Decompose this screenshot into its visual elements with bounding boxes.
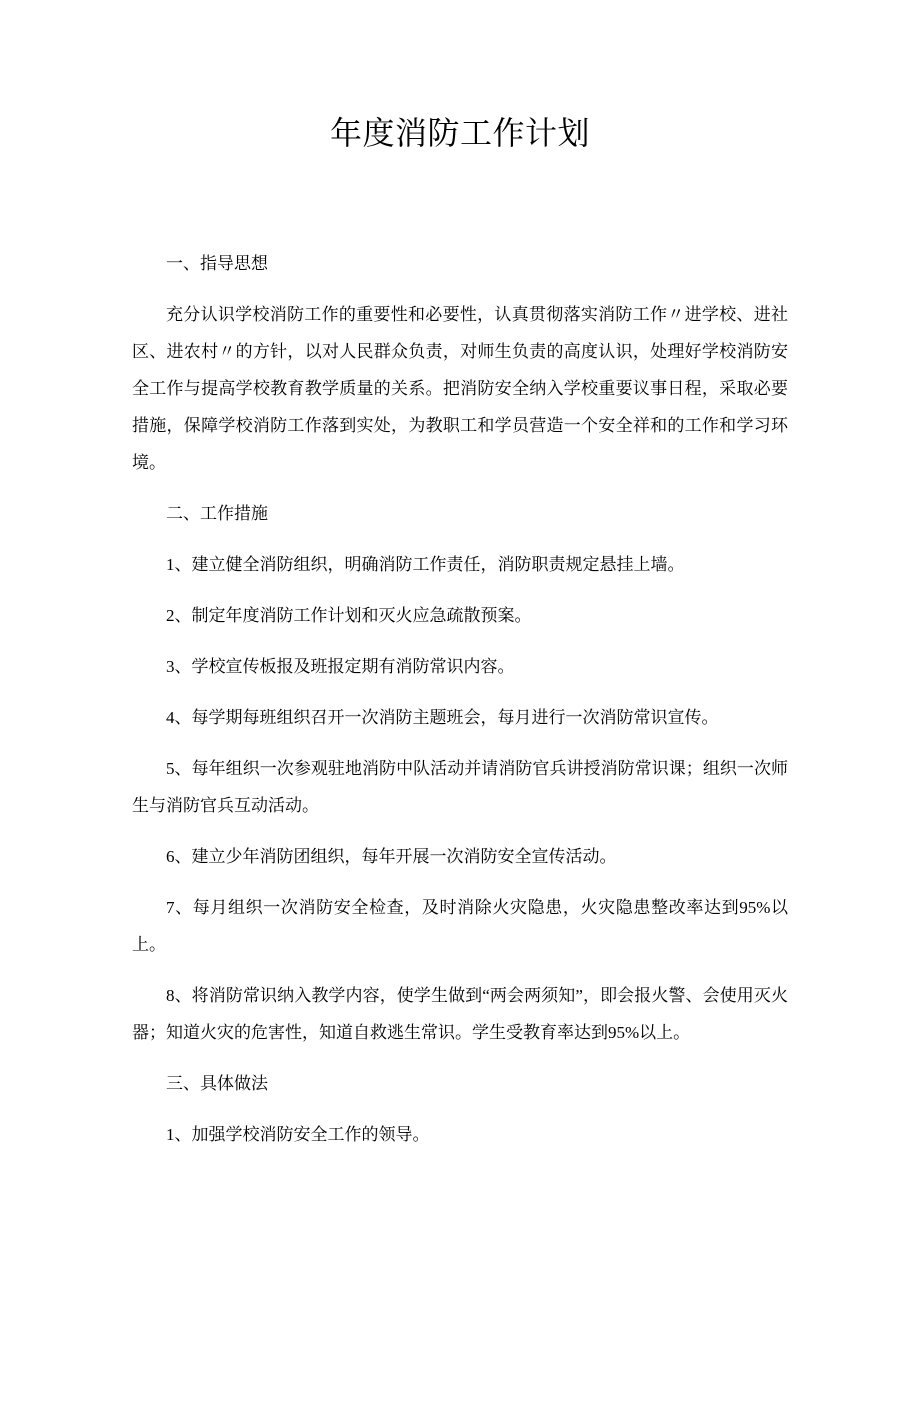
paragraph: 5、每年组织一次参观驻地消防中队活动并请消防官兵讲授消防常识课；组织一次师生与消防官兵互动活动。: [132, 759, 788, 815]
paragraph: 1、加强学校消防安全工作的领导。: [166, 1125, 430, 1144]
paragraph: 1、建立健全消防组织，明确消防工作责任，消防职责规定悬挂上墙。: [166, 555, 685, 574]
paragraph: 7、每月组织一次消防安全检查，及时消除火灾隐患，火灾隐患整改率达到95%以上。: [132, 898, 788, 954]
document-body: [132, 245, 788, 1153]
paragraph: 一、指导思想: [166, 254, 268, 273]
document-title: 年度消防工作计划: [329, 115, 590, 151]
paragraph: 充分认识学校消防工作的重要性和必要性，认真贯彻落实消防工作〃进学校、进社区、进农村〃的方针，以对人民群众负责，对师生负责的高度认识，处理好学校消防安全工作与提高学校教育教学质量的关系。把消防安全纳入学校重要议事日程，采取必要措施，保障学校消防工作落到实处，为教职工和学员营造一个安全祥和的工作和学习环境。: [132, 305, 788, 472]
paragraph: 3、学校宣传板报及班报定期有消防常识内容。: [166, 657, 515, 676]
document-page: [0, 112, 920, 1413]
paragraph: 8、将消防常识纳入教学内容，使学生做到“两会两须知”，即会报火警、会使用灭火器；知道火灾的危害性，知道自救逃生常识。学生受教育率达到95%以上。: [132, 986, 788, 1042]
paragraph: 三、具体做法: [166, 1074, 268, 1093]
paragraph: 2、制定年度消防工作计划和灭火应急疏散预案。: [166, 606, 532, 625]
paragraph: 二、工作措施: [166, 504, 268, 523]
paragraph: 4、每学期每班组织召开一次消防主题班会，每月进行一次消防常识宣传。: [166, 708, 719, 727]
paragraph: 6、建立少年消防团组织，每年开展一次消防安全宣传活动。: [166, 847, 617, 866]
